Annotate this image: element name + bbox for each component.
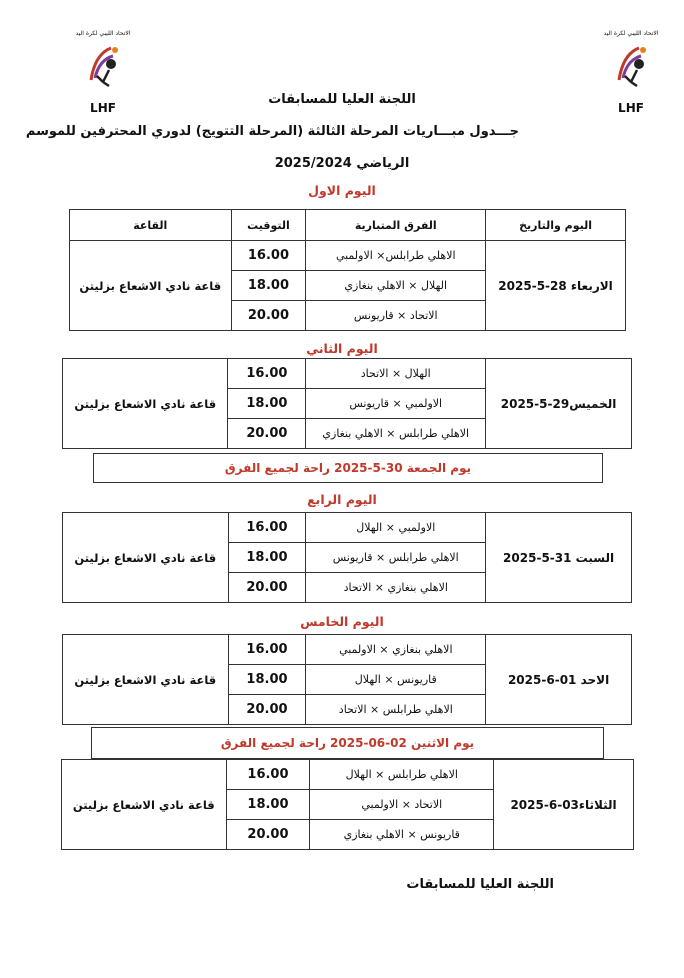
table-row [70,241,626,271]
match-time: 16.00 [228,513,306,543]
rest-day-banner: يوم الجمعة 30-5-2025 راحة لجميع الفرق [93,453,603,483]
match-time: 18.00 [226,790,310,820]
day-2-title: اليوم الثاني [306,341,378,356]
day-2-table [62,358,632,449]
match-time: 16.00 [226,760,310,790]
header-time: التوقيت [231,210,306,241]
match-time: 20.00 [228,573,306,603]
day-1-title: اليوم الاول [308,183,376,198]
day-5-title: اليوم الخامس [300,614,384,629]
season-title: الرياضي 2025/2024 [274,156,410,171]
table-row [63,635,632,665]
footer-signature: اللجنة العليا للمسابقات [406,877,554,892]
match-teams: الاولمبي × قاريونس [306,389,486,419]
match-time: 18.00 [228,665,306,695]
committee-title: اللجنة العليا للمسابقات [268,92,416,107]
rest-day-banner: يوم الاثنين 02-06-2025 راحة لجميع الفرق [91,727,604,759]
table-header-row [70,210,626,241]
match-teams: قاريونس × الاهلي بنغازي [310,820,494,850]
match-teams: الاهلي طرابلس × الاتحاد [306,695,486,725]
match-teams: الهلال × الاتحاد [306,359,486,389]
logo-mark-left: LHF [90,101,116,115]
match-teams: الاتحاد × الاولمبي [310,790,494,820]
day-5-table [62,634,632,725]
schedule-title: جـــدول مبـــاريات المرحلة الثالثة (المرحلة التتويج) لدوري المحترفين للموسم [25,124,519,139]
table-row [63,513,632,543]
day-6-table [61,759,634,850]
match-time: 16.00 [228,359,306,389]
day-4-title: اليوم الرابع [307,492,377,507]
match-time: 18.00 [228,389,306,419]
match-time: 20.00 [228,695,306,725]
match-teams: الاهلي بنغازي × الاولمبي [306,635,486,665]
match-date: الخميس29-5-2025 [486,359,632,449]
match-teams: الهلال × الاهلي بنغازي [306,271,486,301]
logo-caption-left: الاتحاد الليبي لكرة اليد [75,30,131,37]
match-hall: قاعة نادي الاشعاع بزليتن [63,359,228,449]
match-date: السبت 31-5-2025 [486,513,632,603]
match-time: 20.00 [228,419,306,449]
logo-mark-right: LHF [618,101,644,115]
logo-caption-right: الاتحاد الليبي لكرة اليد [603,30,659,37]
header-hall: القاعة [70,210,232,241]
match-hall: قاعة نادي الاشعاع بزليتن [70,241,232,331]
match-time: 18.00 [228,543,306,573]
match-time: 18.00 [231,271,306,301]
match-hall: قاعة نادي الاشعاع بزليتن [63,513,229,603]
match-teams: الاهلي طرابلس × الهلال [310,760,494,790]
day-4-table [62,512,632,603]
match-time: 16.00 [231,241,306,271]
match-teams: الاهلي طرابلس × الاهلي بنغازي [306,419,486,449]
match-date: الثلاثاء03-6-2025 [494,760,634,850]
match-hall: قاعة نادي الاشعاع بزليتن [62,760,227,850]
match-time: 20.00 [231,301,306,331]
match-teams: الاهلي بنغازي × الاتحاد [306,573,486,603]
match-time: 16.00 [228,635,306,665]
match-teams: الاهلي طرابلس× الاولمبي [306,241,486,271]
match-teams: الاولمبي × الهلال [306,513,486,543]
match-time: 20.00 [226,820,310,850]
table-row [62,760,634,790]
match-hall: قاعة نادي الاشعاع بزليتن [63,635,229,725]
header-date: اليوم والتاريخ [486,210,626,241]
table-row [63,359,632,389]
match-teams: قاريونس × الهلال [306,665,486,695]
match-teams: الاهلي طرابلس × قاريونس [306,543,486,573]
header-teams: الفرق المتبارية [306,210,486,241]
match-date: الاربعاء 28-5-2025 [486,241,626,331]
day-1-table [69,209,626,331]
match-teams: الاتحاد × قاريونس [306,301,486,331]
match-date: الاحد 01-6-2025 [486,635,632,725]
